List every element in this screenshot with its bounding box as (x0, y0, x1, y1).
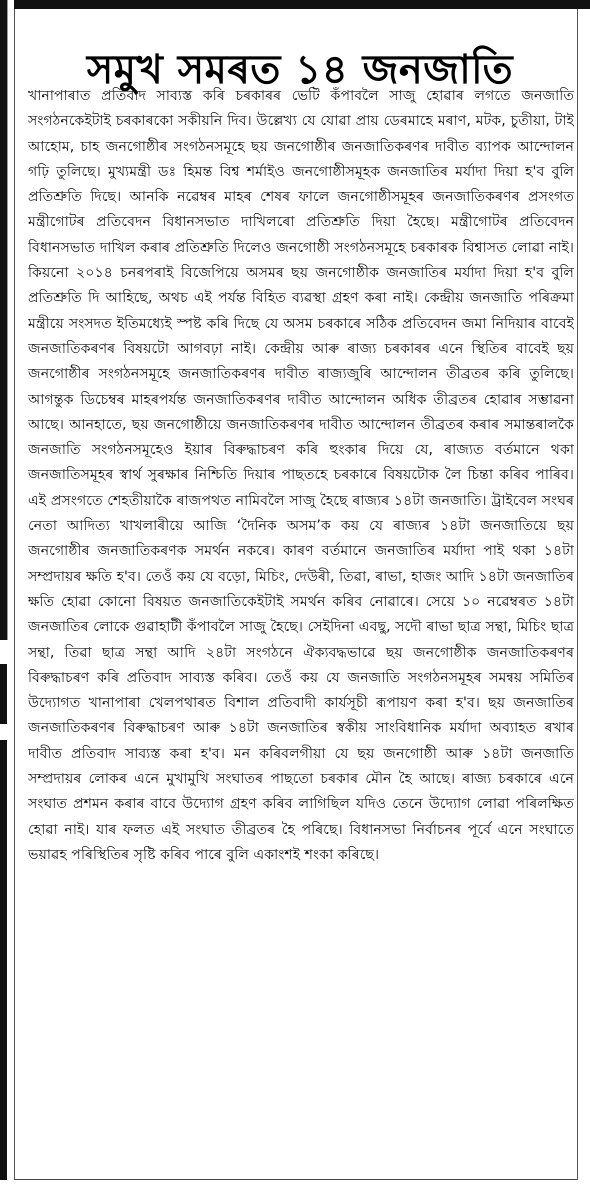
left-column-rule (0, 740, 7, 1180)
left-column-rule (0, 664, 7, 724)
article-paragraph: খানাপাৰাত প্ৰতিবাদ সাব্যস্ত কৰি চৰকাৰৰ ভেটি কঁপাবলৈ সাজু হোৱাৰ লগতে জনজাতি সংগঠনকেইটাই চৰকাৰকো সকীয়নি দিব। উল্লেখ্য যে যোৱা প্ৰায় ডেৰমাহে মৰাণ, মটক, চুতীয়া, টাই আহোম, চাহ জনগোষ্ঠীৰ সংগঠনসমূহে ছয় জনগোষ্ঠীৰ জনজাতিকৰণৰ দাবীত ব্যাপক আন্দোলন গঢ়ি তুলিছে। মুখ্যমন্ত্ৰী ডঃ হিমন্ত বিশ্ব শৰ্মাইও জনগোষ্ঠীসমূহক জনজাতিৰ মৰ্যাদা দিয়া হ'ব বুলি প্ৰতিশ্ৰুতি দিছে। আনকি নৱেম্বৰ মাহৰ শেষৰ ফালে জনগোষ্ঠীসমূহৰ জনজাতিকৰণৰ প্ৰসংগত মন্ত্ৰীগোটৰ প্ৰতিবেদন বিধানসভাত দাখিলৰো প্ৰতিশ্ৰুতি দিয়া হৈছে। মন্ত্ৰীগোটৰ প্ৰতিবেদন বিধানসভাত দাখিল কৰাৰ প্ৰতিশ্ৰুতি দিলেও জনগোষ্ঠী সংগঠনসমূহে চৰকাৰক বিশ্বাসত লোৱা নাই। কিয়নো ২০১৪ চনৰপৰাই বিজেপিয়ে অসমৰ ছয় জনগোষ্ঠীক জনজাতিৰ মৰ্যাদা দিয়া হ'ব বুলি প্ৰতিশ্ৰুতি দি আহিছে, অথচ এই পৰ্যন্ত বিহিত ব্যৱস্থা গ্ৰহণ কৰা নাই। কেন্দ্ৰীয় জনজাতি পৰিক্ৰমা মন্ত্ৰীয়ে সংসদত ইতিমধ্যেই স্পষ্ট কৰি দিছে যে অসম চৰকাৰে সঠিক প্ৰতিবেদন জমা নিদিয়াৰ বাবেই জনজাতিকৰণৰ বিষয়টো আগবঢ়া নাই। কেন্দ্ৰীয় আৰু ৰাজ্য চৰকাৰৰ এনে স্থিতিৰ বাবেই ছয় জনগোষ্ঠীৰ সংগঠনসমূহে জনজাতিকৰণৰ দাবীত ৰাজ্যজুৰি আন্দোলন তীব্ৰতৰ কৰি তুলিছে। আগন্তুক ডিচেম্বৰ মাহৰপৰ্যন্ত জনজাতিকৰণৰ দাবীত আন্দোলন অধিক তীব্ৰতৰ হোৱাৰ সম্ভাৱনা আছে। আনহাতে, ছয় জনগোষ্ঠীয়ে জনজাতিকৰণৰ দাবীত আন্দোলন তীব্ৰতৰ কৰাৰ সমান্তৰালকৈ জনজাতি সংগঠনসমূহেও ইয়াৰ বিৰুদ্ধাচৰণ কৰি হুংকাৰ দিয়ে যে, ৰাজ্যত বৰ্তমানে থকা জনজাতিসমূহৰ স্বাৰ্থ সুৰক্ষাৰ নিশ্চিতি দিয়াৰ পাছতহে চৰকাৰে বিষয়টোক লৈ চিন্তা কৰিব পাৰিব। এই প্ৰসংগতে শেহতীয়াকৈ ৰাজপথত নামিবলৈ সাজু হৈছে ৰাজ্যৰ ১৪টা জনজাতি। ট্ৰাইবেল সংঘৰ নেতা আদিত্য খাখলাৰীয়ে আজি ‘দৈনিক অসম’ক কয় যে ৰাজ্যৰ ১৪টা জনজাতিয়ে ছয় জনগোষ্ঠীৰ জনজাতিকৰণক সমৰ্থন নকৰে। কাৰণ বৰ্তমানে জনজাতিৰ মৰ্যাদা পাই থকা ১৪টা সম্প্ৰদায়ৰ ক্ষতি হ'ব। তেওঁ কয় যে বড়ো, মিচিং, দেউৰী, তিৱা, ৰাভা, হাজং আদি ১৪টা জনজাতিৰ ক্ষতি হোৱা কোনো বিষয়ত জনজাতিকেইটাই সমৰ্থন কৰিব নোৱাৰে। সেয়ে ১০ নৱেম্বৰত ১৪টা জনজাতিৰ লোকে গুৱাহাটী কঁপাবলৈ সাজু হৈছে। সেইদিনা এবছু, সদৌ ৰাভা ছাত্ৰ সন্থা, মিচিং ছাত্ৰ সন্থা, তিৱা ছাত্ৰ সন্থা আদি ২৪টা সংগঠনে ঐক্যবদ্ধভাৱে ছয় জনগোষ্ঠীক জনজাতিকৰণৰ বিৰুদ্ধাচৰণ কৰি প্ৰতিবাদ সাব্যস্ত কৰিব। তেওঁ কয় যে জনজাতি সংগঠনসমূহৰ সমন্বয় সমিতিৰ উদ্যোগত খানাপাৰা খেলপথাৰত বিশাল প্ৰতিবাদী কাৰ্যসূচী ৰূপায়ণ কৰা হ'ব। ছয় জনজাতিৰ জনজাতিকৰণৰ বিৰুদ্ধাচৰণ আৰু ১৪টা জনজাতিৰ স্বকীয় সাংবিধানিক মৰ্যাদা অব্যাহত ৰখাৰ দাবীত প্ৰতিবাদ সাব্যস্ত কৰা হ'ব। মন কৰিবলগীয়া যে ছয় জনগোষ্ঠী আৰু ১৪টা জনজাতি সম্প্ৰদায়ৰ লোকৰ এনে মুখামুখি সংঘাতৰ পাছতো চৰকাৰ মৌন হৈ আছে। ৰাজ্য চৰকাৰে এনে সংঘাত প্ৰশমন কৰাৰ বাবে উদ্যোগ গ্ৰহণ কৰিব লাগিছিল যদিও তেনে উদ্যোগ লোৱা পৰিলক্ষিত হোৱা নাই। যাৰ ফলত এই সংঘাত তীব্ৰতৰ হৈ পৰিছে। বিধানসভা নিৰ্বাচনৰ পূৰ্বে এনে সংঘাতে ভয়াৱহ পৰিস্থিতিৰ সৃষ্টি কৰিব পাৰে বুলি একাংশই শংকা কৰিছে। (28, 88, 574, 863)
headline: সমুখ সমৰত ১৪ জনজাতি (86, 46, 514, 93)
left-column-rule (0, 0, 8, 640)
bottom-rule (14, 1179, 576, 1180)
top-rule (14, 0, 590, 9)
article-body (28, 84, 574, 1164)
